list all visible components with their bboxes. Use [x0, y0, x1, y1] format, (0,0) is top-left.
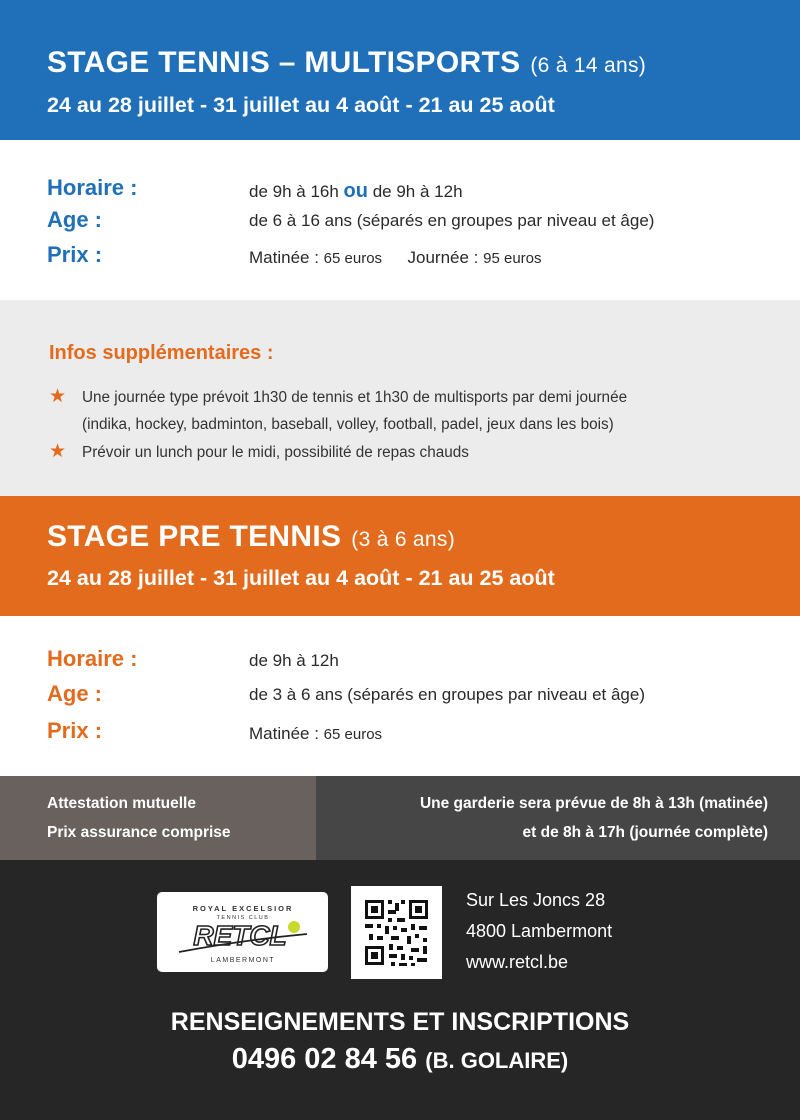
prix-label: Prix :: [47, 718, 103, 743]
stage-title: [47, 46, 646, 80]
infos-supplementaires: [0, 300, 800, 496]
garderie-text-1: Une garderie sera prévue de 8h à 13h (matinée): [419, 795, 768, 812]
address-street: Sur Les Joncs 28: [466, 890, 606, 910]
attestation-text: Attestation mutuelle: [47, 795, 196, 812]
banner-right: [316, 776, 800, 860]
horaire-value: [249, 180, 463, 203]
prix-journee-value: 95 euros: [483, 250, 542, 267]
prix-matinee-value: 65 euros: [323, 726, 383, 743]
age-value: de 6 à 16 ans (séparés en groupes par niveau et âge): [249, 211, 655, 230]
club-logo: [157, 892, 328, 972]
assurance-text: Prix assurance comprise: [47, 824, 231, 841]
prix-journee-label: Journée :: [407, 248, 479, 267]
horaire-or: ou: [343, 180, 368, 202]
stage-title: [47, 520, 455, 554]
prix-label: Prix :: [47, 242, 103, 267]
prix-value: [249, 724, 382, 744]
footer-title: RENSEIGNEMENTS ET INSCRIPTIONS: [170, 1008, 630, 1036]
contact-name: (B. GOLAIRE): [425, 1048, 569, 1073]
qr-code-icon[interactable]: [351, 886, 442, 979]
horaire-label: Horaire :: [47, 646, 138, 671]
stage-pre-tennis-header: [0, 496, 800, 616]
prix-value: [249, 248, 542, 268]
stage-dates: 24 au 28 juillet - 31 juillet au 4 août - 21 au 25 août: [47, 566, 555, 590]
address-city: 4800 Lambermont: [466, 921, 613, 941]
star-icon: ★: [49, 386, 67, 407]
prix-matinee-label: Matinée :: [249, 248, 319, 267]
info-banner: [0, 776, 800, 860]
horaire-label: Horaire :: [47, 175, 138, 200]
website-link[interactable]: www.retcl.be: [466, 952, 569, 972]
horaire-option-a: de 9h à 16h: [249, 182, 339, 201]
info-bullet-1-line-2: (indika, hockey, badminton, baseball, volley, football, padel, jeux dans les bois): [82, 416, 614, 433]
logo-bottom-text: LAMBERMONT: [210, 957, 276, 964]
garderie-text-2: et de 8h à 17h (journée complète): [522, 824, 768, 841]
stage-tennis-header: [0, 0, 800, 140]
horaire-value: de 9h à 12h: [249, 651, 339, 670]
star-icon: ★: [49, 441, 67, 462]
footer-phone-line: [0, 1043, 800, 1076]
stage-pre-tennis-details: [0, 616, 800, 776]
prix-matinee-label: Matinée :: [249, 724, 319, 743]
stage-age-range: (3 à 6 ans): [351, 528, 455, 551]
stage-title-text: STAGE TENNIS – MULTISPORTS: [47, 46, 521, 79]
stage-title-text: STAGE PRE TENNIS: [47, 520, 342, 553]
stage-dates: 24 au 28 juillet - 31 juillet au 4 août - 21 au 25 août: [47, 93, 555, 117]
logo-sub-text: TENNIS CLUB: [216, 915, 270, 921]
info-bullet-1-line-1: Une journée type prévoit 1h30 de tennis et 1h30 de multisports par demi journée: [82, 389, 628, 406]
logo-top-text: ROYAL EXCELSIOR: [192, 904, 294, 913]
logo-name-text: RETCL: [193, 920, 287, 951]
banner-left: [0, 776, 316, 860]
prix-matinee-value: 65 euros: [323, 250, 383, 267]
tennis-ball-icon: [288, 921, 300, 933]
age-value: de 3 à 6 ans (séparés en groupes par niveau et âge): [249, 685, 645, 704]
info-bullet-2-text: Prévoir un lunch pour le midi, possibilité de repas chauds: [82, 444, 469, 461]
age-label: Age :: [47, 681, 102, 706]
footer: [0, 860, 800, 1120]
stage-tennis-details: [0, 140, 800, 300]
age-label: Age :: [47, 207, 102, 232]
phone-number[interactable]: 0496 02 84 56: [231, 1043, 418, 1075]
stage-age-range: (6 à 14 ans): [530, 54, 647, 77]
horaire-option-b: de 9h à 12h: [372, 182, 463, 201]
infos-title: Infos supplémentaires :: [49, 342, 274, 364]
